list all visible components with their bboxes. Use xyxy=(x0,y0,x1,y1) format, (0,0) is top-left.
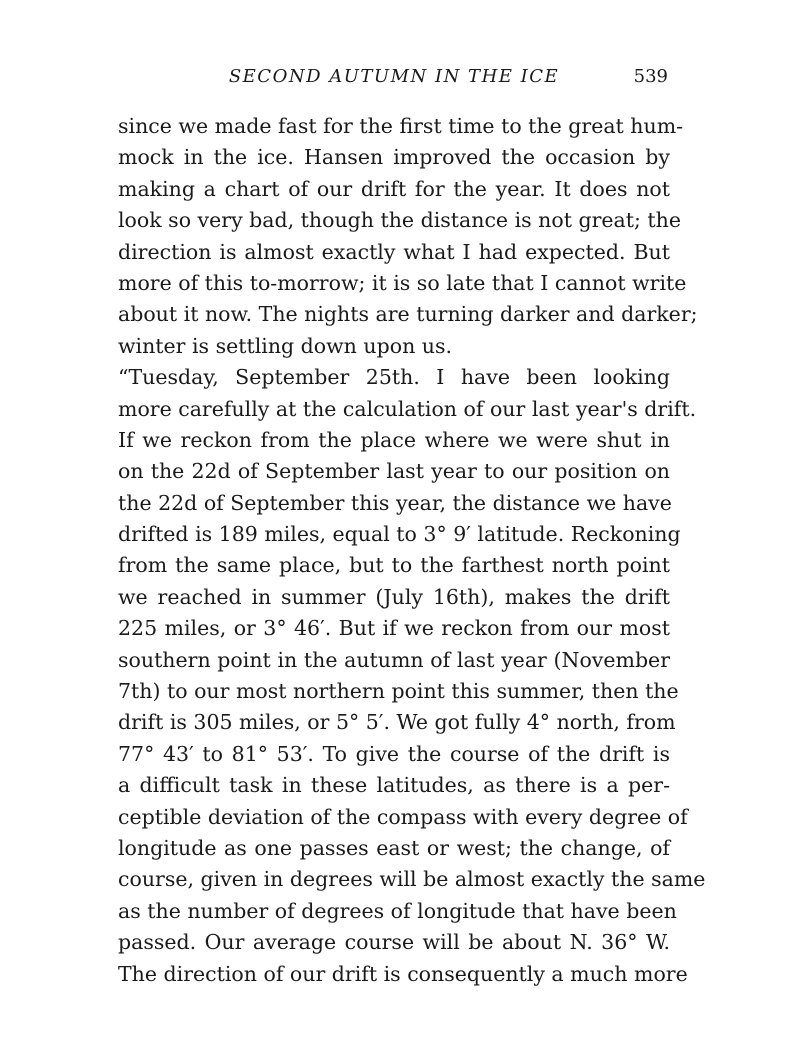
text-line: mock in the ice. Hansen improved the occasion by xyxy=(118,145,670,170)
text-line: as the number of degrees of longitude that have been xyxy=(118,898,677,923)
text-line: since we made fast for the first time to the great hum- xyxy=(118,114,684,138)
running-head xyxy=(118,62,670,92)
text-line: the 22d of September this year, the distance we have xyxy=(118,490,672,515)
text-line: passed. Our average course will be about N. 36° W. xyxy=(118,930,670,955)
text-line: winter is settling down upon us. xyxy=(118,333,453,358)
text-line: more of this to-morrow; it is so late that I cannot write xyxy=(118,270,687,295)
text-line: 77° 43′ to 81° 53′. To give the course of the drift is xyxy=(118,741,670,766)
text-line: look so very bad, though the distance is not great; the xyxy=(118,208,681,233)
text-line: 225 miles, or 3° 46′. But if we reckon from our most xyxy=(118,616,670,641)
text-line: longitude as one passes east or west; the change, of xyxy=(118,835,670,860)
text-line: ceptible deviation of the compass with every degree of xyxy=(118,804,688,829)
running-title: SECOND AUTUMN IN THE ICE xyxy=(228,66,560,87)
text-line: course, given in degrees will be almost exactly the same xyxy=(118,867,706,892)
text-line: on the 22d of September last year to our position on xyxy=(118,459,670,484)
text-line: drift is 305 miles, or 5° 5′. We got fully 4° north, from xyxy=(118,710,676,735)
page-number: 539 xyxy=(633,66,668,87)
text-line: making a chart of our drift for the year. It does not xyxy=(118,176,670,201)
text-line: from the same place, but to the farthest north point xyxy=(118,553,670,578)
text-line: about it now. The nights are turning darker and darker; xyxy=(118,302,698,327)
text-line: a difficult task in these latitudes, as there is a per- xyxy=(118,773,670,798)
text-line: we reached in summer (July 16th), makes the drift xyxy=(118,584,670,609)
text-line: If we reckon from the place where we were shut in xyxy=(118,427,670,452)
body-text xyxy=(118,111,706,990)
text-line: direction is almost exactly what I had expected. But xyxy=(118,239,670,264)
text-line: The direction of our drift is consequently a much more xyxy=(118,961,688,986)
text-line: “Tuesday, September 25th. I have been looking xyxy=(118,365,670,390)
text-line: 7th) to our most northern point this summer, then the xyxy=(118,679,679,704)
text-line: drifted is 189 miles, equal to 3° 9′ latitude. Reckoning xyxy=(118,522,681,547)
text-line: more carefully at the calculation of our last year's drift. xyxy=(118,396,697,421)
text-line: southern point in the autumn of last year (November xyxy=(118,647,670,672)
